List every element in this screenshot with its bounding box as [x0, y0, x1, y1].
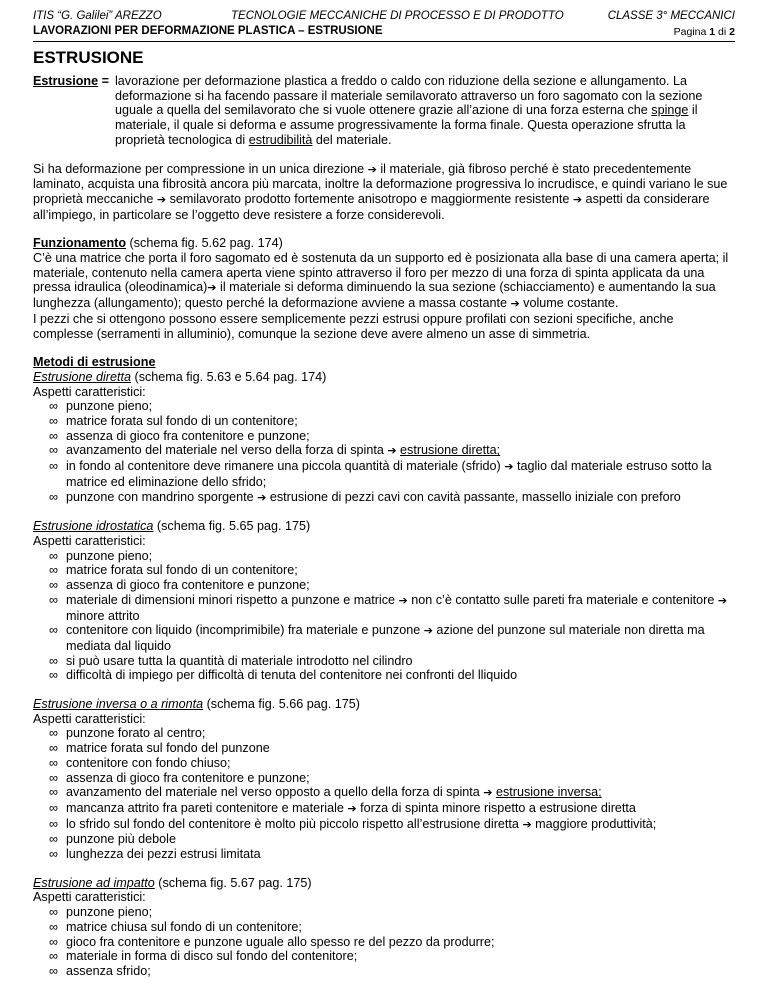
list-item: ∞ materiale in forma di disco sul fondo del contenitore; [49, 949, 358, 964]
metodi-heading: Metodi di estrusione [33, 355, 156, 370]
idrostatica-list [33, 549, 735, 683]
arrow-icon: ➔ [387, 444, 397, 458]
list-item: ∞ assenza di gioco fra contenitore e punzone; [49, 770, 310, 785]
bullet-icon: ∞ [49, 770, 58, 785]
list-item: ∞ lo sfrido sul fondo del contenitore è molto più piccolo rispetto all’estrusione diretta ➔ maggiore produttività; [49, 816, 657, 831]
bullet-icon: ∞ [49, 963, 58, 978]
bullet-icon: ∞ [49, 668, 58, 683]
definition-term: Estrusione = [33, 74, 109, 88]
impatto-list [33, 905, 735, 979]
funzionamento-text-2: I pezzi che si ottengono possono essere semplicemente pezzi estrusi oppure profilati con sezioni specifiche, anche complesse (serramenti in alluminio), comunque la sezione deve avere almeno un asse di simmetria. [33, 311, 674, 341]
bullet-icon: ∞ [49, 785, 58, 800]
bullet-icon: ∞ [49, 443, 58, 458]
list-item: ∞ lunghezza dei pezzi estrusi limitata [49, 847, 261, 862]
aspetti-label: Aspetti caratteristici: [33, 711, 146, 726]
aspetti-label: Aspetti caratteristici: [33, 890, 146, 905]
header-class: CLASSE 3° MECCANICI [607, 10, 735, 22]
list-item: ∞ mancanza attrito fra pareti contenitore e materiale ➔ forza di spinta minore rispetto a estrusione diretta [49, 800, 636, 815]
bullet-icon: ∞ [49, 428, 58, 443]
idrostatica-heading: Estrusione idrostatica (schema fig. 5.65 pag. 175) [33, 519, 311, 534]
list-item: ∞ punzone pieno; [49, 905, 153, 920]
bullet-icon: ∞ [49, 934, 58, 949]
bullet-icon: ∞ [49, 949, 58, 964]
aspetti-label: Aspetti caratteristici: [33, 384, 146, 399]
list-item: ∞ materiale di dimensioni minori rispetto a punzone e matrice ➔ non c’è contatto sulle pareti fra materiale e contenitore ➔ minore attrito [49, 592, 728, 623]
list-item: ∞ contenitore con liquido (incomprimibile) fra materiale e punzone ➔ azione del punzone sul materiale non diretta ma mediata dal liquido [49, 623, 705, 653]
bullet-icon: ∞ [49, 578, 58, 593]
arrow-icon: ➔ [367, 162, 377, 176]
list-item: ∞ gioco fra contenitore e punzone uguale allo spesso re del pezzo da produrre; [49, 934, 495, 949]
list-item: ∞ matrice forata sul fondo di un contenitore; [49, 563, 298, 578]
list-item: ∞ difficoltà di impiego per difficoltà di tenuta del contenitore nei confronti del lliquido [49, 668, 518, 683]
bullet-icon: ∞ [49, 741, 58, 756]
bullet-icon: ∞ [49, 489, 58, 504]
bullet-icon: ∞ [49, 414, 58, 429]
list-item: ∞ punzone con mandrino sporgente ➔ estrusione di pezzi cavi con cavità passante, massello iniziale con preforo [49, 489, 681, 504]
diretta-heading: Estrusione diretta (schema fig. 5.63 e 5.64 pag. 174) [33, 369, 327, 384]
list-item: ∞ matrice forata sul fondo del punzone [49, 741, 270, 756]
bullet-icon: ∞ [49, 548, 58, 563]
arrow-icon: ➔ [156, 192, 167, 206]
bullet-icon: ∞ [49, 919, 58, 934]
intro-paragraph: Si ha deformazione per compressione in un unica direzione ➔ il materiale, già fibroso perché è stato precedentemente laminato, acquista una fibrosità ancora più marcata, inoltre la deformazione progressiva lo incrudisce, e quindi variano le sue proprietà meccaniche ➔ semilavorato prodotto fortemente anisotropo e maggiormente resistente ➔ aspetti da considerare all’impiego, in particolare se l’oggetto deve resistere a forze considerevoli. [33, 161, 728, 222]
list-item: ∞ avanzamento del materiale nel verso opposto a quello della forza di spinta ➔ estrusione inversa; [49, 785, 602, 800]
list-item: ∞ punzone più debole [49, 832, 176, 847]
list-item: ∞ punzone pieno; [49, 548, 153, 563]
aspetti-label: Aspetti caratteristici: [33, 533, 146, 548]
header-line-2 [33, 25, 735, 42]
arrow-icon: ➔ [483, 786, 493, 800]
list-item: ∞ assenza di gioco fra contenitore e punzone; [49, 578, 310, 593]
list-item: ∞ punzone forato al centro; [49, 726, 206, 741]
inversa-list [33, 726, 735, 861]
list-item: ∞ assenza sfrido; [49, 963, 151, 978]
list-item: ∞ si può usare tutta la quantità di materiale introdotto nel cilindro [49, 653, 413, 668]
arrow-icon: ➔ [572, 192, 583, 206]
arrow-icon: ➔ [398, 593, 408, 607]
funzionamento-heading: Funzionamento (schema fig. 5.62 pag. 174) [33, 236, 283, 251]
bullet-icon: ∞ [49, 563, 58, 578]
arrow-icon: ➔ [347, 801, 357, 815]
list-item: ∞ contenitore con fondo chiuso; [49, 755, 231, 770]
arrow-icon: ➔ [504, 460, 514, 474]
arrow-icon: ➔ [207, 281, 217, 295]
impatto-heading: Estrusione ad impatto (schema fig. 5.67 pag. 175) [33, 875, 312, 890]
bullet-icon: ∞ [49, 623, 58, 638]
inversa-heading: Estrusione inversa o a rimonta (schema fig. 5.66 pag. 175) [33, 697, 360, 712]
arrow-icon: ➔ [717, 593, 728, 607]
bullet-icon: ∞ [49, 653, 58, 668]
list-item: ∞ avanzamento del materiale nel verso della forza di spinta ➔ estrusione diretta; [49, 443, 501, 458]
diretta-list [33, 399, 735, 505]
definition-text: lavorazione per deformazione plastica a freddo o caldo con riduzione della sezione e allungamento. La deformazione si ha facendo passare il materiale semilavorato attraverso un foro sagomato con la sezione uguale a quella del semilavorato che si vuole ottenere grazie all’azione di una forza esterna che spinge il materiale, il quale si deforma e assume progressivamente la forma finale. Questa operazione sfrutta la proprietà tecnologica di estrudibilità del materiale. [115, 74, 703, 147]
arrow-icon: ➔ [522, 817, 532, 831]
bullet-icon: ∞ [49, 592, 58, 607]
bullet-icon: ∞ [49, 905, 58, 920]
header-subject: TECNOLOGIE MECCANICHE DI PROCESSO E DI PRODOTTO [231, 10, 564, 22]
list-item: ∞ assenza di gioco fra contenitore e punzone; [49, 428, 310, 443]
bullet-icon: ∞ [49, 847, 58, 862]
bullet-icon: ∞ [49, 832, 58, 847]
header-topic: LAVORAZIONI PER DEFORMAZIONE PLASTICA – ESTRUSIONE [33, 25, 383, 37]
bullet-icon: ∞ [49, 755, 58, 770]
bullet-icon: ∞ [49, 399, 58, 414]
funzionamento-text: C’è una matrice che porta il foro sagomato ed è sostenuta da un supporto ed è posizionata alla base di una camera aperta; il materiale, contenuto nella camera aperta viene spinto attraverso il foro per mezzo di una forza di spinta applicata da una pressa idraulica (oleodinamica)➔ il materiale si deforma diminuendo la sua sezione (schiacciamento) e aumentando la sua lunghezza (allungamento); questo perché la deformazione avviene a massa costante ➔ volume costante. [33, 251, 729, 311]
header-line-1 [33, 10, 735, 25]
page-title: ESTRUSIONE [33, 48, 144, 67]
list-item: ∞ punzone pieno; [49, 399, 153, 414]
bullet-icon: ∞ [49, 726, 58, 741]
document-page [33, 10, 735, 979]
definition [33, 74, 735, 148]
list-item: ∞ matrice forata sul fondo di un contenitore; [49, 414, 298, 429]
header-school: ITIS “G. Galilei” AREZZO [33, 10, 162, 22]
list-item: ∞ in fondo al contenitore deve rimanere una piccola quantità di materiale (sfrido) ➔ taglio dal materiale estruso sotto la matrice ed eliminazione dello sfrido; [49, 459, 712, 489]
bullet-icon: ∞ [49, 816, 58, 831]
bullet-icon: ∞ [49, 459, 58, 474]
page-number: Pagina 1 di 2 [673, 26, 735, 38]
bullet-icon: ∞ [49, 800, 58, 815]
arrow-icon: ➔ [510, 297, 520, 311]
arrow-icon: ➔ [423, 624, 433, 638]
list-item: ∞ matrice chiusa sul fondo di un contenitore; [49, 919, 302, 934]
arrow-icon: ➔ [257, 490, 267, 504]
